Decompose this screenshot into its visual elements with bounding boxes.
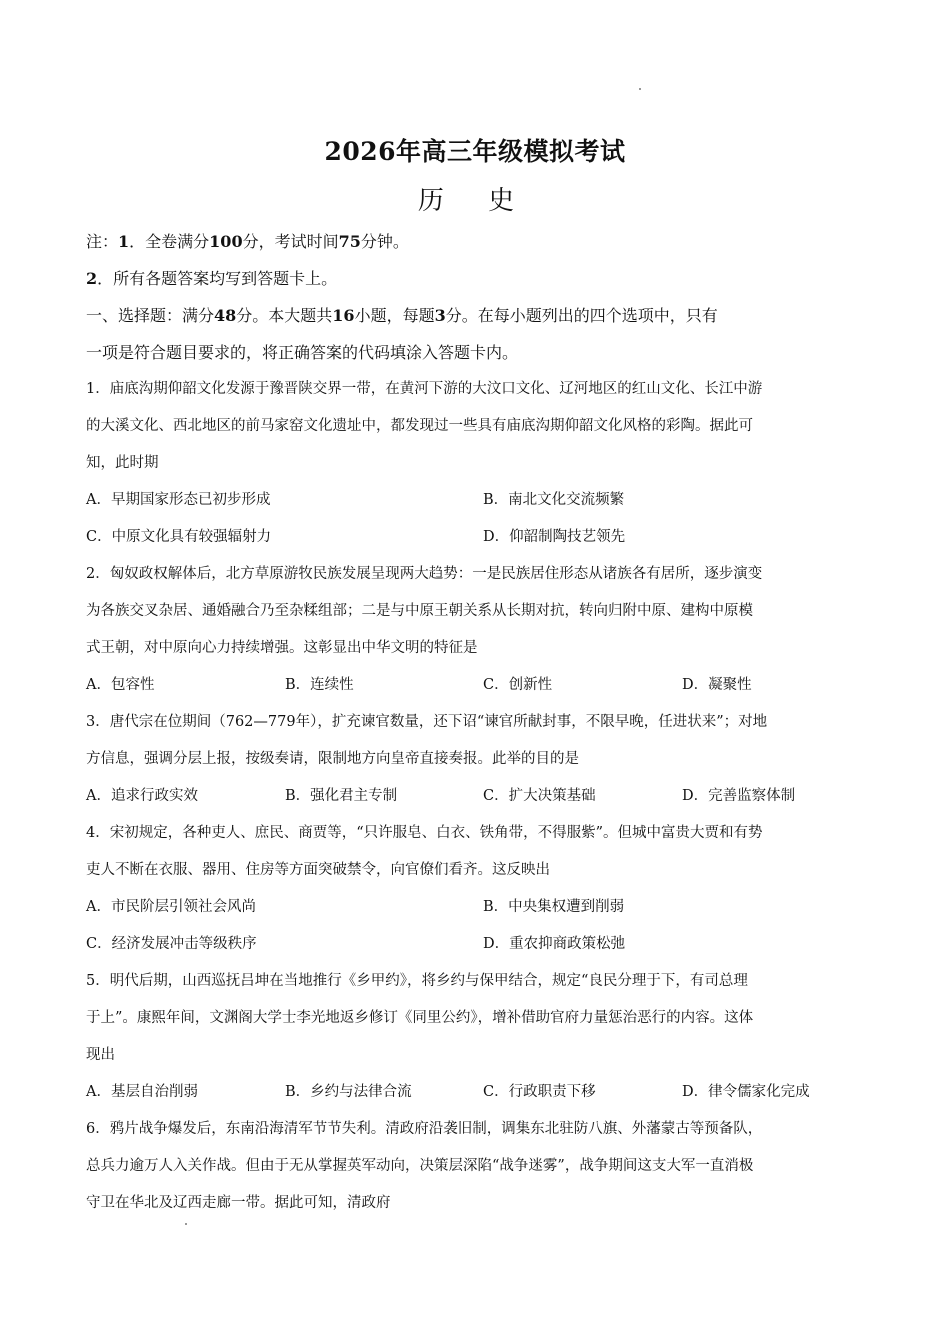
question-5-line-2: 于上”。康熙年间，文渊阁大学士李光地返乡修订《同里公约》，增补借助官府力量惩治恶行的内容。这体 [86,1010,754,1026]
note-1: 注：1．全卷满分100分，考试时间75分钟。 [86,232,409,251]
question-4-option-b[interactable]: B．中央集权遭到削弱 [483,899,625,915]
question-1-option-c[interactable]: C．中原文化具有较强辐射力 [86,529,272,545]
question-2-line-2: 为各族交叉杂居、通婚融合乃至杂糅组部；二是与中原王朝关系从长期对抗，转向归附中原、建构中原模 [86,603,753,619]
question-5-option-b[interactable]: B．乡约与法律合流 [285,1084,412,1100]
question-4-option-a[interactable]: A．市民阶层引领社会风尚 [86,899,256,915]
question-1-line-3: 知，此时期 [86,455,159,471]
question-6-line-3: 守卫在华北及辽西走廊一带。据此可知，清政府 [86,1195,391,1211]
question-2-line-3: 式王朝，对中原向心力持续增强。这彰显出中华文明的特征是 [86,640,478,656]
section-instructions-line-2: 一项是符合题目要求的，将正确答案的代码填涂入答题卡内。 [86,343,519,362]
question-2-option-c[interactable]: C．创新性 [483,677,553,693]
question-1-line-1: 1．庙底沟期仰韶文化发源于豫晋陕交界一带，在黄河下游的大汶口文化、辽河地区的红山文化、长江中游 [86,381,763,397]
note-2: 2．所有各题答案均写到答题卡上。 [86,269,338,288]
question-1-option-d[interactable]: D．仰韶制陶技艺领先 [483,529,626,545]
scan-speck [185,1223,187,1225]
question-3-option-d[interactable]: D．完善监察体制 [682,788,796,804]
question-4-option-d[interactable]: D．重农抑商政策松弛 [483,936,626,952]
scan-speck [639,88,641,90]
question-5-line-1: 5．明代后期，山西巡抚吕坤在当地推行《乡甲约》，将乡约与保甲结合，规定“良民分理于下，有司总理 [86,973,748,989]
question-4-line-2: 吏人不断在衣服、器用、住房等方面突破禁令，向官僚们看齐。这反映出 [86,862,550,878]
question-3-line-2: 方信息，强调分层上报，按级奏请，限制地方向皇帝直接奏报。此举的目的是 [86,751,579,767]
question-6-line-2: 总兵力逾万人入关作战。但由于无从掌握英军动向，决策层深陷“战争迷雾”，战争期间这支大军一直消极 [86,1158,754,1174]
question-2-option-b[interactable]: B．连续性 [285,677,354,693]
question-3-option-a[interactable]: A．追求行政实效 [86,788,198,804]
question-4-option-c[interactable]: C．经济发展冲击等级秩序 [86,936,257,952]
question-3-line-1: 3．唐代宗在位期间（762—779年），扩充谏官数量，还下诏“谏官所献封事，不限早晚，任进状来”；对地 [86,714,768,730]
question-5-option-d[interactable]: D．律令儒家化完成 [682,1084,810,1100]
section-instructions-line-1: 一、选择题：满分48分。本大题共16小题，每题3分。在每小题列出的四个选项中，只有 [86,306,718,325]
question-4-line-1: 4．宋初规定，各种吏人、庶民、商贾等，“只许服皂、白衣、铁角带，不得服紫”。但城中富贵大贾和有势 [86,825,763,841]
question-1-option-b[interactable]: B．南北文化交流频繁 [483,492,625,508]
question-6-line-1: 6．鸦片战争爆发后，东南沿海清军节节失利。清政府沿袭旧制，调集东北驻防八旗、外藩蒙古等预备队， [86,1121,763,1137]
question-3-option-b[interactable]: B．强化君主专制 [285,788,398,804]
question-2-option-d[interactable]: D．凝聚性 [682,677,752,693]
exam-title: 2026年高三年级模拟考试 [324,137,626,166]
question-5-option-c[interactable]: C．行政职责下移 [483,1084,596,1100]
question-5-line-3: 现出 [86,1047,115,1063]
question-2-line-1: 2．匈奴政权解体后，北方草原游牧民族发展呈现两大趋势：一是民族居住形态从诸族各有居所，逐步演变 [86,566,763,582]
subject-title: 历 史 [417,186,533,216]
question-5-option-a[interactable]: A．基层自治削弱 [86,1084,198,1100]
question-1-line-2: 的大溪文化、西北地区的前马家窑文化遗址中，都发现过一些具有庙底沟期仰韶文化风格的彩陶。据此可 [86,418,753,434]
question-3-option-c[interactable]: C．扩大决策基础 [483,788,596,804]
question-2-option-a[interactable]: A．包容性 [86,677,155,693]
question-1-option-a[interactable]: A．早期国家形态已初步形成 [86,492,271,508]
